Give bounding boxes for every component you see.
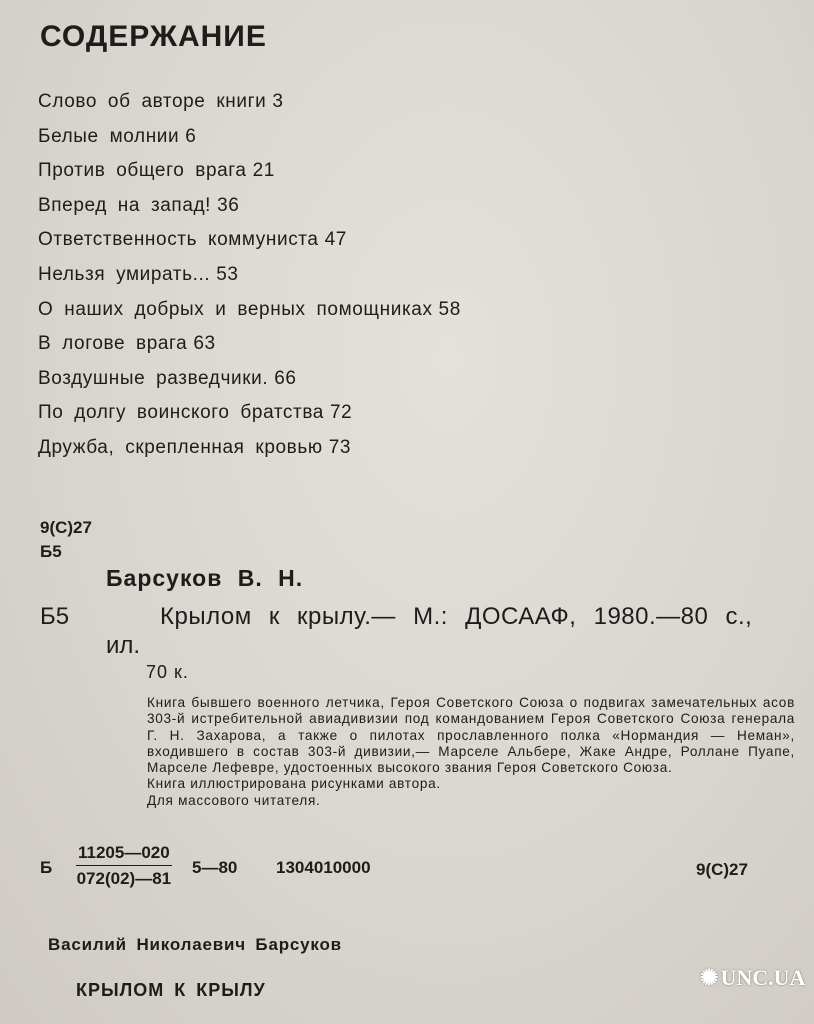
catalog-letter: Б	[40, 858, 53, 877]
catalog-numerator: 11205—020	[76, 843, 172, 866]
toc-item-page: 63	[193, 333, 216, 355]
bbk-code: Б5	[40, 542, 62, 561]
toc-item	[38, 293, 461, 328]
toc-item-title: Белые молнии	[38, 125, 180, 147]
toc-item-title: Вперед на запад!	[38, 194, 212, 216]
watermark-text: UNC.UA	[720, 965, 806, 990]
toc-item-page: 47	[324, 229, 347, 251]
author-name: Барсуков В. Н.	[106, 565, 304, 591]
toc-item-page: 3	[272, 91, 284, 112]
catalog-denominator: 072(02)—81	[76, 869, 172, 888]
toc-item	[38, 327, 461, 362]
toc-item	[38, 258, 461, 293]
catalog-block	[40, 843, 780, 893]
toc-item	[38, 223, 461, 258]
footer-author: Василий Николаевич Барсуков	[48, 935, 342, 954]
toc-item-page: 73	[328, 436, 352, 458]
index-code: Б5	[40, 603, 70, 630]
toc-item	[38, 154, 461, 189]
toc-item-title: Против общего врага	[38, 160, 247, 182]
toc-item	[38, 85, 461, 120]
toc-item-title: Нельзя умирать...	[38, 263, 211, 285]
toc-item-title: Воздушные разведчики.	[38, 367, 269, 389]
catalog-fraction	[76, 843, 172, 889]
toc-item-page: 53	[216, 263, 239, 285]
toc-item-page: 6	[185, 125, 197, 147]
toc-item-page: 58	[438, 298, 461, 320]
catalog-code-2: 1304010000	[276, 858, 371, 877]
toc-item-title: Слово об авторе книги	[38, 91, 267, 112]
toc-item-title: Дружба, скрепленная кровью	[38, 436, 323, 458]
annotation-paragraph: Для массового читателя.	[147, 792, 321, 808]
toc-item	[38, 396, 461, 431]
price: 70 к.	[146, 662, 189, 682]
annotation-paragraph: Книга иллюстрирована рисунками автора.	[147, 776, 441, 792]
toc-item-page: 36	[217, 194, 240, 216]
footer-title: КРЫЛОМ К КРЫЛУ	[76, 980, 266, 1000]
toc-item-title: Ответственность коммуниста	[38, 229, 319, 251]
toc-item-page: 72	[329, 402, 353, 424]
toc-item-title: О наших добрых и верных помощниках	[38, 298, 433, 320]
toc-title: СОДЕРЖАНИЕ	[40, 20, 267, 53]
toc-list	[38, 85, 461, 466]
sunburst-icon: ✺	[700, 965, 719, 990]
catalog-code-1: 5—80	[192, 858, 238, 877]
toc-item	[38, 362, 461, 397]
book-title-line: Крылом к крылу.— М.: ДОСААФ, 1980.—80 с.,	[160, 603, 753, 630]
annotation	[105, 695, 795, 809]
illustrations-note: ил.	[106, 632, 141, 659]
watermark	[700, 965, 805, 991]
toc-item-title: По долгу воинского братства	[38, 402, 324, 424]
toc-item	[38, 189, 461, 224]
catalog-udc: 9(С)27	[696, 860, 748, 879]
toc-item-page: 66	[274, 367, 297, 389]
toc-item	[38, 431, 461, 466]
annotation-paragraph: Книга бывшего военного летчика, Героя Советского Союза о подвигах замечательных асов 303-й истребительной авиадивизии под командованием Героя Советского Союза генерала Г. Н. Захарова, а также о пилотах прославленного полка «Нормандия — Неман», входившего в состав 303-й дивизии,— Марселе Альбере, Жаке Андре, Роллане Пуапе, Марселе Лефевре, удостоенных высокого звания Героя Советского Союза.	[147, 695, 795, 776]
toc-item-title: В логове врага	[38, 333, 188, 355]
udc-code: 9(С)27	[40, 518, 92, 537]
toc-item	[38, 120, 461, 155]
toc-item-page: 21	[252, 160, 275, 182]
